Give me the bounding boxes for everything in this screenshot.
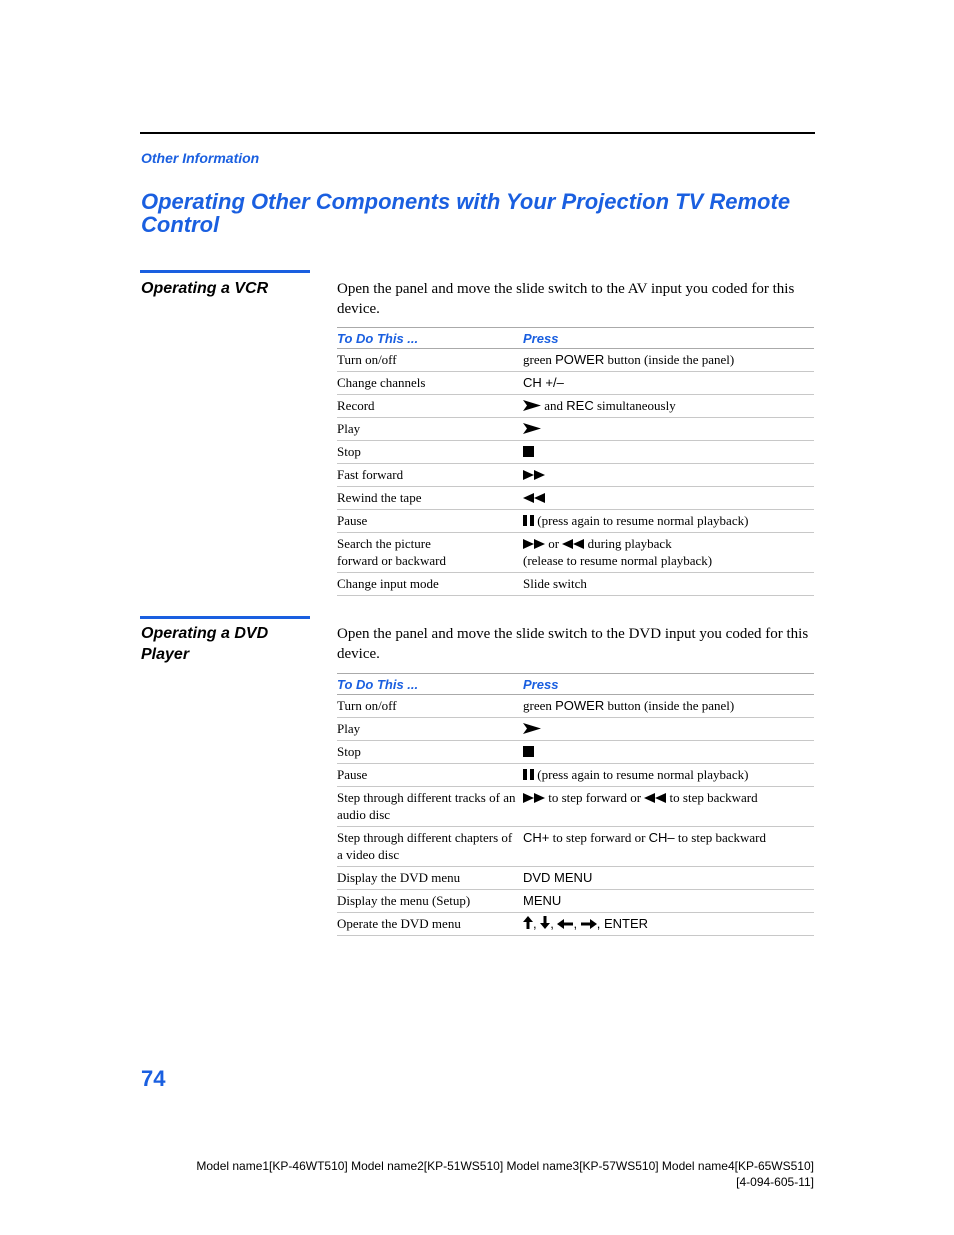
action-cell: Record [337,395,523,418]
table-row [337,418,814,441]
press-cell [523,395,814,418]
table-row [337,441,814,464]
press-text: button (inside the panel) [604,698,735,713]
vcr-heading: Operating a VCR [141,280,269,297]
rewind-icon [562,539,584,549]
table-row [337,718,814,741]
top-rule [140,132,815,134]
dvd-table [337,673,814,936]
dvd-menu-key: DVD MENU [523,870,593,885]
press-cell [523,764,814,787]
separator: , [550,916,558,931]
stop-icon [523,746,534,757]
fast-forward-icon [523,539,545,549]
arrow-right-icon [581,919,597,929]
action-cell: Turn on/off [337,695,523,718]
press-cell [523,372,814,395]
table-row [337,533,814,573]
dvd-heading-bar [140,616,310,619]
channel-key: CH +/– [523,375,564,390]
pause-icon [523,515,534,526]
footer-code: [4-094-605-11] [736,1175,814,1189]
table-row [337,695,814,718]
action-cell: Turn on/off [337,349,523,372]
fast-forward-icon [523,470,545,480]
press-cell [523,718,814,741]
action-cell: Play [337,418,523,441]
table-row [337,487,814,510]
press-text: and [541,398,567,413]
page-title: Operating Other Components with Your Projection TV Remote Control [141,189,791,237]
press-text: during playback [584,536,672,551]
table-row [337,787,814,827]
press-cell [523,441,814,464]
rewind-icon [523,493,545,503]
table-row [337,827,814,867]
press-cell [523,741,814,764]
arrow-down-icon [540,916,550,929]
footer-models: Model name1[KP-46WT510] Model name2[KP-51WS510] Model name3[KP-57WS510] Model name4[KP-65WS510] [196,1159,814,1173]
press-cell: Slide switch [523,573,814,596]
action-cell: Stop [337,741,523,764]
table-row [337,372,814,395]
table-row [337,890,814,913]
press-cell [523,913,814,936]
play-icon [523,423,541,434]
press-text: to step backward [674,830,767,845]
rewind-icon [644,793,666,803]
press-text: to step backward [666,790,758,805]
vcr-table [337,327,814,596]
arrow-up-icon [523,916,533,929]
pause-icon [523,769,534,780]
table-row [337,867,814,890]
action-line: Search the picture [337,536,431,551]
press-text: green [523,352,556,367]
section-label: Other Information [141,150,260,166]
press-text: to step forward or [549,830,649,845]
separator: , [533,916,541,931]
action-line: forward or backward [337,553,447,568]
fast-forward-icon [523,793,545,803]
press-cell [523,418,814,441]
press-text: (release to resume normal playback) [523,553,713,568]
action-cell: Change input mode [337,573,523,596]
table-row [337,510,814,533]
stop-icon [523,446,534,457]
action-cell: Play [337,718,523,741]
press-cell [523,510,814,533]
press-cell [523,487,814,510]
press-cell [523,695,814,718]
press-cell [523,533,814,573]
col-header-press: Press [523,674,814,695]
vcr-intro: Open the panel and move the slide switch to the AV input you coded for this device. [337,281,795,317]
press-cell [523,349,814,372]
press-cell [523,890,814,913]
action-cell: Stop [337,441,523,464]
table-row [337,741,814,764]
table-row [337,913,814,936]
action-cell [337,533,523,573]
separator: , [573,916,581,931]
press-text: button (inside the panel) [604,352,735,367]
table-header-row [337,328,814,349]
press-cell [523,827,814,867]
dvd-heading: Operating a DVD Player [141,625,269,663]
vcr-heading-bar [140,270,310,273]
arrow-left-icon [557,919,573,929]
action-cell: Rewind the tape [337,487,523,510]
action-cell: Display the DVD menu [337,867,523,890]
col-header-action: To Do This ... [337,674,523,695]
dvd-intro: Open the panel and move the slide switch to the DVD input you coded for this device. [337,626,809,662]
power-key: POWER [555,352,605,367]
action-cell: Fast forward [337,464,523,487]
action-cell: Pause [337,764,523,787]
footer [196,1158,814,1190]
action-cell: Step through different chapters of a video disc [337,827,523,867]
rec-key: REC [566,398,594,413]
play-icon [523,400,541,411]
action-cell: Change channels [337,372,523,395]
col-header-action: To Do This ... [337,328,523,349]
press-cell [523,464,814,487]
ch-plus-key: CH+ [523,830,550,845]
table-row [337,764,814,787]
action-cell: Step through different tracks of an audio disc [337,787,523,827]
press-text: (press again to resume normal playback) [534,767,749,782]
press-cell [523,787,814,827]
menu-key: MENU [523,893,562,908]
table-header-row [337,674,814,695]
col-header-press: Press [523,328,814,349]
play-icon [523,723,541,734]
press-text: green [523,698,556,713]
press-text: simultaneously [593,398,676,413]
table-row [337,573,814,596]
action-cell: Operate the DVD menu [337,913,523,936]
action-cell: Display the menu (Setup) [337,890,523,913]
press-text: (press again to resume normal playback) [534,513,749,528]
table-row [337,464,814,487]
press-cell [523,867,814,890]
press-text: to step forward or [545,790,645,805]
ch-minus-key: CH– [648,830,675,845]
separator: , [596,916,604,931]
table-row [337,349,814,372]
action-cell: Pause [337,510,523,533]
table-row [337,395,814,418]
power-key: POWER [555,698,605,713]
page-number: 74 [141,1066,166,1091]
press-text: or [545,536,563,551]
enter-key: ENTER [603,916,648,931]
